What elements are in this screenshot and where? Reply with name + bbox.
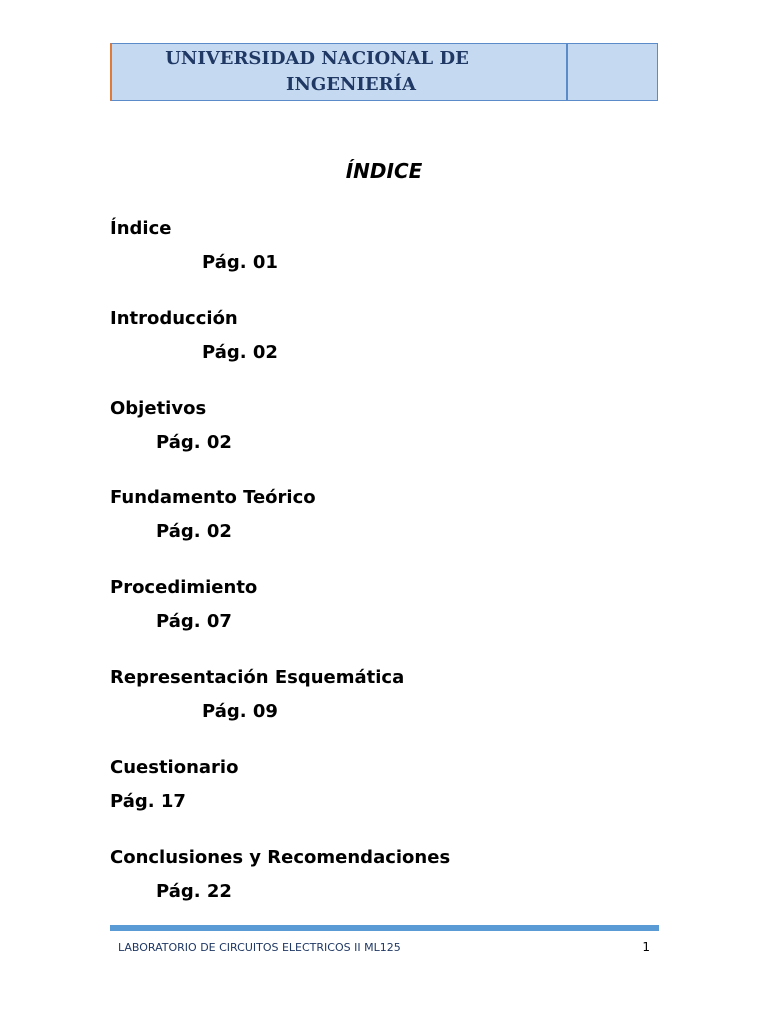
toc-page: Pág. 02 xyxy=(156,521,232,542)
toc-label: Cuestionario xyxy=(110,757,239,778)
toc-label: Conclusiones y Recomendaciones xyxy=(110,847,451,868)
toc-label: Índice xyxy=(110,218,172,239)
toc-entry-cuestionario xyxy=(110,756,670,814)
toc-page: Pág. 17 xyxy=(110,791,186,812)
footer-bar xyxy=(110,925,659,931)
toc-page: Pág. 01 xyxy=(202,252,278,273)
toc-entry-objetivos xyxy=(110,397,670,455)
footer-page-number: 1 xyxy=(642,940,650,954)
toc-entry-representacion-esquematica xyxy=(110,666,670,724)
header-title-line-2: INGENIERÍA xyxy=(286,74,416,95)
header-title xyxy=(112,46,566,98)
document-title: ÍNDICE xyxy=(345,159,423,183)
header-title-line-1: UNIVERSIDAD NACIONAL DE xyxy=(165,48,469,69)
toc-page: Pág. 22 xyxy=(156,881,232,902)
toc-entry-procedimiento xyxy=(110,576,670,634)
toc-label: Introducción xyxy=(110,308,238,329)
toc-page: Pág. 09 xyxy=(202,701,278,722)
toc-label: Fundamento Teórico xyxy=(110,487,316,508)
toc-page: Pág. 02 xyxy=(156,432,232,453)
footer-text: LABORATORIO DE CIRCUITOS ELECTRICOS II ML125 xyxy=(118,941,401,954)
toc-entry-indice xyxy=(110,217,670,275)
toc-page: Pág. 02 xyxy=(202,342,278,363)
toc-label: Representación Esquemática xyxy=(110,667,405,688)
toc-entry-conclusiones xyxy=(110,846,670,904)
toc-label: Objetivos xyxy=(110,398,207,419)
toc-entry-introduccion xyxy=(110,307,670,365)
header-box xyxy=(110,43,658,101)
toc-entry-fundamento-teorico xyxy=(110,486,670,544)
toc-label: Procedimiento xyxy=(110,577,258,598)
header-divider xyxy=(566,44,568,100)
toc-page: Pág. 07 xyxy=(156,611,232,632)
